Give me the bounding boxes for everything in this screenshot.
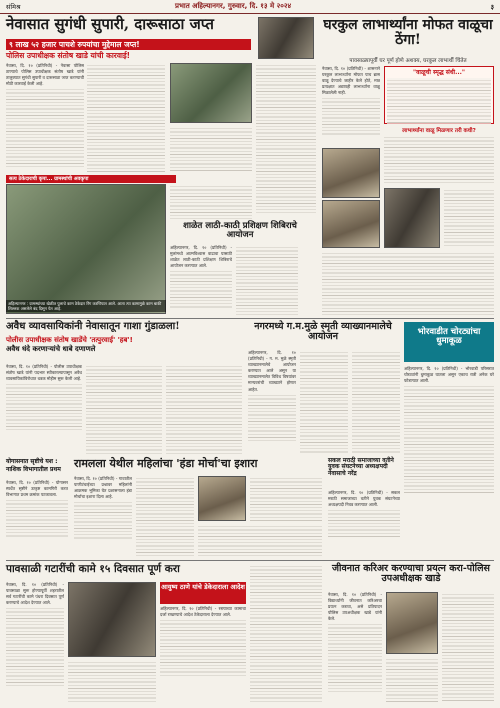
story10-body-lead: अहिल्यानगर, दि. १० (प्रतिनिधी) - सकल मराठी समाजाच्या वतीने युवक संघटनेच्या अध्यक्षपदी निवड करण्यात आली. (328, 490, 400, 508)
story9-body-lead: नेवासा, दि. १० (प्रतिनिधी) - गावातील पाणीटंचाईच्या प्रश्नावर महिलांनी आक्रमक भूमिका घेत प्रशासनाला हंडा मोर्चाचा इशारा दिला आहे. (74, 476, 132, 500)
masthead: प्रभात अहिल्यानगर, गुरुवार, दि. १३ मे २०२४ (175, 2, 292, 10)
divider-2 (6, 560, 494, 561)
story5-body (6, 364, 82, 454)
story8-headline: योगासनात सृष्टीचे यश : नाशिक विभागातील प्रथम (6, 458, 61, 473)
middle-photo (258, 17, 314, 59)
story4-photo-3 (384, 188, 440, 248)
story8-body (6, 480, 68, 558)
story13-headline: जीवनात करिअर करण्याचा प्रयत्न करा-पोलिस उपअधीक्षक खाडे (332, 563, 490, 584)
story9-headline: रामलला येथील महिलांचा 'हंडा मोर्चा'चा इशारा (74, 457, 258, 470)
story11-headline: पावसाळी गटारींची कामे १५ दिवसात पूर्ण करा (6, 563, 180, 575)
story5-body-col2 (86, 364, 162, 454)
story3-body-lead: अहिल्यानगर, दि. १० (प्रतिनिधी) - मुलांमध्ये आत्मविश्वास वाढावा यासाठी शाळेत लाठी-काठी प्रशिक्षण शिबिराचे आयोजन करण्यात आले. (170, 245, 232, 269)
divider (6, 318, 494, 319)
story9-body-col4 (250, 476, 322, 522)
story9-body-col3 (198, 524, 322, 558)
story4-body-col3 (444, 188, 494, 248)
story9-body-col2 (136, 476, 194, 558)
story5-body-col3 (166, 364, 242, 454)
story11-body-col2 (68, 660, 156, 702)
story10-body (328, 490, 400, 558)
story1-body-lead: नेवासा, दि. १० (प्रतिनिधी) - नेवासा पोलिस ठाण्याचे पोलिस उपाधीक्षक संतोष खाडे यांनी तालुक्यात सुगंधी सुपारी व दारूसाठा जप्त करण्याची मोठी कारवाई केली आहे. (6, 63, 84, 87)
story2-caption: अहिल्यानगर : ग्रामस्थांच्या खेळीत पुलाचे काम ठेकेदार रिंग करणियात आले. आता त्या कामामुळे काम बाकी शिल्लक असलेले बंद दिसून येत आहे. (6, 300, 166, 312)
story7-banner (404, 322, 494, 362)
story3-body (170, 245, 232, 315)
story4-headline: घरकुल लाभार्थ्यांना मोफत वाळूचा ठेंगा! (323, 17, 493, 48)
story7-headline: भोरवाडीत चोरट्यांचा धुमाकूळ (417, 327, 481, 346)
story4-photo-1 (322, 148, 380, 198)
story1-headline: नेवासात सुगंधी सुपारी, दारूसाठा जप्त (6, 15, 214, 33)
story12-body-lead: अहिल्यानगर, दि. १० (प्रतिनिधी) - रस्त्याच्या कामाचा दर्जा राखण्याचे आदेश ठेकेदाराला देण्यात आले. (160, 606, 246, 618)
story13-body-lead: नेवासा, दि. १० (प्रतिनिधी) - विद्यार्थ्यांनी जीवनात करिअरचा प्रयत्न करावा, असे प्रतिपादन पोलिस उपअधीक्षक खाडे यांनी केले. (328, 592, 382, 622)
story13-body-col2 (386, 657, 438, 702)
story1-subhead-1: ९ लाख ५२ हजार पाचशे रुपयांचा मुद्देमाल जप्त! (6, 39, 251, 50)
story9-photo (198, 476, 246, 521)
story4-body-col2 (384, 135, 494, 185)
story5-bullets (6, 336, 241, 355)
story3-body-col2 (236, 245, 298, 315)
story4-box-subtitle: लाभार्थ्यांना वाळू मिळणार तरी कधी? (402, 128, 476, 134)
story4-body-col4 (322, 251, 494, 315)
story13-photo (386, 592, 438, 654)
story7-body-lead: अहिल्यानगर, दि. १० (प्रतिनिधी) - भोरवाडी परिसरात चोरट्यांनी धुमाकूळ घातला असून एकाच रात्री अनेक घरे फोडण्यात आली. (404, 366, 494, 384)
section-label: संमिश्र (6, 3, 21, 11)
story6-body-lead: अहिल्यानगर, दि. १० (प्रतिनिधी) - ग. म. मुळे स्मृती व्याख्यानमालेचे आयोजन करण्यात आले असून या व्याख्यानमालेत विविध विषयांवर मान्यवरांची व्याख्याने होणार आहेत. (248, 350, 296, 392)
story1-subhead-2: पोलिस उपाधीक्षक संतोष खाडे यांची कारवाई! (6, 51, 131, 60)
story2-tag: सत्य ठेकेदाराची कृपा... ग्रामस्थांची अवकृपा (6, 175, 176, 183)
story4-photo-2 (322, 200, 380, 248)
story7-body (404, 366, 494, 508)
page-header (0, 0, 500, 14)
story1-body-col3 (170, 126, 252, 173)
story1-body (6, 63, 84, 173)
story6-body (248, 350, 296, 454)
story11-body-lead: नेवासा, दि. १० (प्रतिनिधी) - पावसाळा सुरू होण्यापूर्वी शहरातील सर्व गटारींची कामे पंधरा दिवसात पूर्ण करण्याचे आदेश देण्यात आले. (6, 582, 64, 606)
story11-body (6, 582, 64, 702)
story1-body-col2 (87, 63, 165, 173)
story2-photo (6, 184, 166, 314)
story6-body-col2 (300, 350, 348, 454)
story3-headline: शाळेत लाठी-काठी प्रशिक्षण शिबिराचे आयोजन (183, 221, 297, 240)
story4-body-lead: नेवासा, दि. १० (प्रतिनिधी) - शासनाने घरकुल लाभार्थ्यांना मोफत पाच ब्रास वाळू देण्याचे जाहीर केले होते, मात्र प्रत्यक्षात अद्यापही लाभार्थ्यांना वाळू मिळालेली नाही. (322, 66, 380, 96)
story13-body (328, 592, 382, 702)
story4-box (384, 66, 494, 124)
story5-bullet-1: पोलीस उपाधीक्षक संतोष खाडेंचे 'तत्पुरवाई' 'हब'! (6, 336, 133, 344)
story4-subhead: पावसाळ्यापूर्वी घर पूर्ण होणे अशक्य, घरकुल लाभार्थी चिंतेत (349, 58, 467, 64)
story6-headline: नगरमध्ये ग.म.मुळे स्मृती व्याख्यानमालेचे आयोजन (254, 321, 392, 342)
story4-box-title: "वाळूची स्मृद्ध संधी..." (412, 69, 466, 76)
story4-body (322, 66, 380, 146)
story11-photo (68, 582, 156, 657)
story6-body-col3 (352, 350, 400, 454)
story12-body-col2 (250, 564, 322, 702)
story5-body-lead: नेवासा, दि. १० (प्रतिनिधी) - पोलीस उपाधीक्षक संतोष खाडे यांनी पदभार स्वीकारल्यापासून अवैध व्यवसायिकांविरोधात धडक मोहीम सुरू केली आहे. (6, 364, 82, 382)
story9-body (74, 476, 132, 558)
story1-body-col3b (170, 184, 252, 219)
page-number: ३ (490, 3, 494, 11)
story5-headline: अवैध व्यावसायिकांनी नेवासातून गाशा गुंडाळला! (6, 321, 180, 332)
story12-body (160, 606, 246, 702)
story8-body-lead: नेवासा, दि. १० (प्रतिनिधी) - योगासन स्पर्धेत सृष्टीने उत्कृष्ट कामगिरी करत विभागात प्रथम क्रमांक पटकावला. (6, 480, 68, 498)
story12-headline: आयुष्य ठाणे यांचे डेकेदाराला आदेश (160, 582, 246, 604)
story5-bullet-2: अवैध धंदे करणाऱ्यांचे धाबे दणाणले (6, 345, 96, 354)
middle-column (256, 63, 316, 213)
story1-photo (170, 63, 252, 123)
story10-headline: सकल मराठी समाजाच्या वतीने युवक संघटनेच्या अध्यक्षपदी नेवासाचे नरेंद्र (328, 457, 394, 477)
story13-body-col3 (442, 592, 494, 702)
